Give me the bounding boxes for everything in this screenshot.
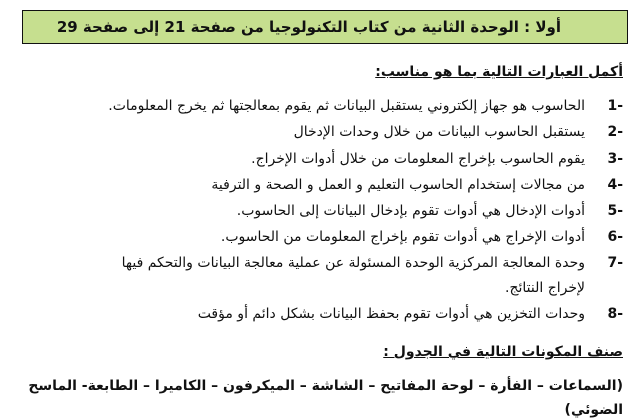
list-item bbox=[211, 177, 623, 193]
item-text: من مجالات إستخدام الحاسوب التعليم و العمل و الصحة و الترفية bbox=[211, 177, 585, 193]
item-text: أدوات الإخراج هي أدوات تقوم بإخراج المعلومات من الحاسوب. bbox=[220, 229, 585, 245]
item-number: -4 bbox=[607, 177, 623, 193]
item-text: وحدة المعالجة المركزية الوحدة المسئولة عن عملية معالجة البيانات والتحكم فيها bbox=[121, 255, 585, 271]
item-number: -2 bbox=[607, 124, 623, 140]
components-list-line: (السماعات – الفأرة – لوحة المفاتيح – الشاشة – الميكرفون – الكاميرا – الطابعة- الماسح bbox=[28, 378, 623, 394]
section-heading-complete: أكمل العبارات التالية بما هو مناسب: bbox=[375, 64, 623, 80]
list-item bbox=[251, 151, 623, 167]
item-text: يقوم الحاسوب بإخراج المعلومات من خلال أدوات الإخراج. bbox=[251, 151, 585, 167]
item-number: -3 bbox=[607, 151, 623, 167]
item-number: -6 bbox=[607, 229, 623, 245]
unit-title: أولا : الوحدة الثانية من كتاب التكنولوجيا من صفحة 21 إلى صفحة 29 bbox=[56, 18, 561, 36]
item-number: -5 bbox=[607, 203, 623, 219]
components-list-line: الضوئي) bbox=[564, 402, 623, 418]
item-text: الحاسوب هو جهاز إلكتروني يستقبل البيانات ثم يقوم بمعالجتها ثم يخرج المعلومات. bbox=[108, 98, 585, 114]
item-number: -1 bbox=[607, 98, 623, 114]
item-number: -8 bbox=[607, 306, 623, 322]
list-item bbox=[198, 306, 623, 322]
unit-title-banner bbox=[22, 10, 628, 44]
item-text: يستقبل الحاسوب البيانات من خلال وحدات الإدخال bbox=[293, 124, 585, 140]
item-text: أدوات الإدخال هي أدوات تقوم بإدخال البيانات إلى الحاسوب. bbox=[236, 203, 585, 219]
list-item bbox=[237, 203, 623, 219]
list-item bbox=[294, 124, 623, 140]
section-heading-classify: صنف المكونات التالية في الجدول : bbox=[383, 344, 623, 360]
list-item bbox=[122, 255, 623, 271]
item-text: وحدات التخزين هي أدوات تقوم بحفظ البيانات بشكل دائم أو مؤقت bbox=[197, 306, 585, 322]
item-continuation: لإخراج النتائج. bbox=[505, 280, 585, 296]
item-number: -7 bbox=[607, 255, 623, 271]
list-item bbox=[108, 98, 623, 114]
list-item bbox=[221, 229, 623, 245]
